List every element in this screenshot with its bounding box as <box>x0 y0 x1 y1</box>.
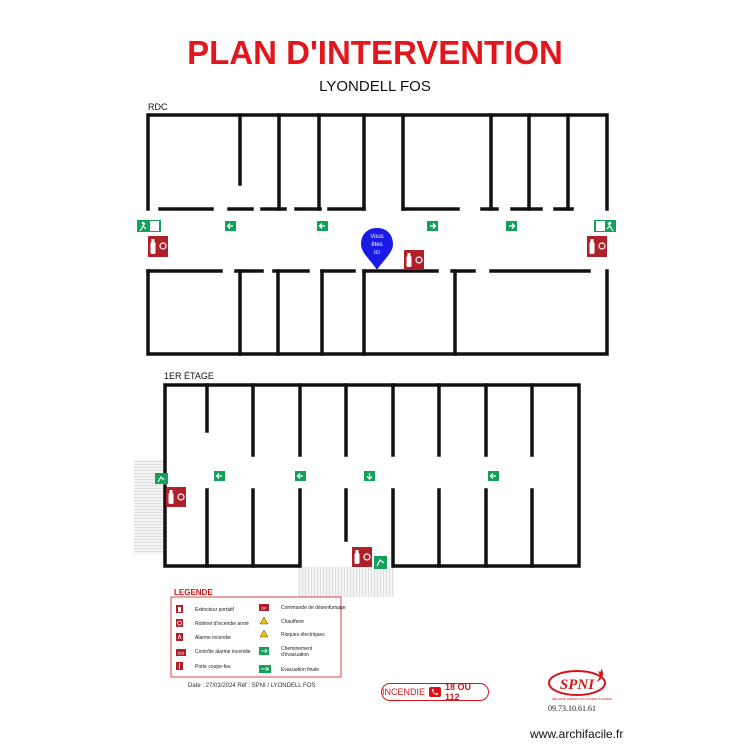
emergency-exit-icon <box>374 556 387 569</box>
emergency-exit-icon <box>155 473 168 484</box>
legend-item-ria: Robinet d'incendie armé <box>195 621 249 627</box>
emergency-exit-icon <box>137 220 161 232</box>
evacuation-arrow-icon <box>427 221 438 231</box>
logo-text: SPNI <box>559 677 595 693</box>
company-phone: 09.73.10.61.61 <box>548 704 596 713</box>
fire-extinguisher-icon <box>148 236 168 257</box>
legend-item-evacuation-route: Cheminement d'évacuation <box>281 646 313 658</box>
fire-extinguisher-icon <box>166 487 186 507</box>
marker-line-3: ici <box>374 250 380 256</box>
legend-item-boiler: Chaufferie <box>281 619 304 625</box>
logo-tagline: SÉCURITÉ PRÉVENTION NORMES INCENDIE <box>551 697 613 701</box>
page-title: PLAN D'INTERVENTION <box>187 34 563 71</box>
watermark[interactable]: www.archifacile.fr <box>530 727 624 741</box>
date-reference: Date : 27/03/2024 Réf : SPNI / LYONDELL FOS <box>188 683 316 689</box>
level-label-ground: RDC <box>148 102 168 112</box>
evacuation-arrow-icon <box>295 471 306 481</box>
fire-extinguisher-icon <box>404 250 424 270</box>
marker-line-1: Vous <box>370 234 384 240</box>
evacuation-arrow-icon <box>506 221 517 231</box>
legend-item-final-exit: Evacuation finale <box>281 667 320 673</box>
emergency-call-badge <box>381 683 489 701</box>
marker-line-2: êtes <box>371 242 383 248</box>
legend-item-alarm-control: Contrôle alarme incendie <box>195 649 251 655</box>
legend-item-alarm: Alarme incendie <box>195 635 231 641</box>
evacuation-arrow-icon <box>364 471 375 481</box>
legend-item-extinguisher: Extincteur portatif <box>195 607 234 613</box>
emergency-number: 18 OU 112 <box>445 682 472 702</box>
ssi-badge: SSI <box>177 650 185 656</box>
legend-item-electrical: Risques électriques <box>281 632 325 638</box>
evacuation-arrow-icon <box>225 221 236 231</box>
evacuation-arrow-icon <box>214 471 225 481</box>
site-name: LYONDELL FOS <box>319 78 431 95</box>
legend-item-smoke-control: Commande de désenfumage <box>281 605 346 611</box>
emergency-label: INCENDIE <box>382 687 426 697</box>
staircase-bottom <box>298 567 394 597</box>
phone-icon <box>429 687 441 697</box>
fire-extinguisher-icon <box>352 547 372 567</box>
emergency-exit-icon <box>594 220 616 232</box>
legend-item-fire-door: Porte coupe-feu <box>195 664 231 670</box>
df-badge: DF <box>261 605 267 611</box>
fire-extinguisher-icon <box>587 236 607 257</box>
evacuation-arrow-icon <box>317 221 328 231</box>
spni-logo <box>549 668 612 701</box>
legend-title: LEGENDE <box>174 588 213 597</box>
you-are-here-icon <box>361 228 393 270</box>
level-label-first: 1ER ÉTAGE <box>164 371 214 381</box>
evacuation-arrow-icon <box>488 471 499 481</box>
